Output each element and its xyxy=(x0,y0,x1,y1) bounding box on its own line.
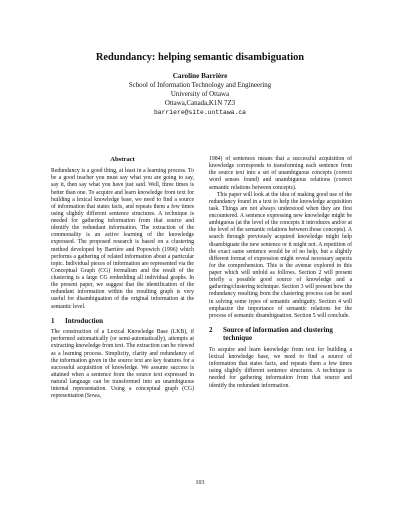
section-title: Source of information and clustering technique xyxy=(223,325,333,343)
author-address: Ottawa,Canada,K1N 7Z3 xyxy=(164,100,236,107)
intro-paragraph: The construction of a Lexical Knowledge Base (LKB), if performed automatically (or semi-automatically), attempts at extracting knowledge from text. The extraction can be viewed as a learning process. Simplicity, clarity and redundancy of the information given in the source text are key features for a successful acquisition of knowledge. We assume success is attained when a sentence from the source text expressed in natural language can be transformed into an unambiguous internal representation. Using a conceptual graph (CG) representation (Sowa, xyxy=(51,329,194,400)
author-affiliation: School of Information Technology and Engineering xyxy=(128,82,272,89)
intro-paragraph: This paper will look at the idea of making good use of the redundancy found in a text to help the knowledge acquisition task. Things are not always understood when they are first encountered. A sentence expressing new knowledge might be ambiguous (at the level of the concepts it introduces and/or at the level of the semantic relations between those concepts). A search through previously acquired knowledge might help disambiguate the new sentence or it might not. A repetition of the exact same sentence would be of no help, but a slightly different format of expression might reveal necessary aspects for the comprehension. This is the avenue explored in this paper which will unfold as follows. Section 2 will present briefly a possible good source of knowledge and a gathering/clustering technique. Section 3 will present how the redundancy resulting from the clustering process can be used in solving some types of semantic ambiguity. Section 4 will emphasize the importance of semantic relations for the process of semantic disambiguation. Section 5 will conclude. xyxy=(209,191,352,319)
author-university: University of Ottawa xyxy=(170,91,230,98)
left-column xyxy=(51,156,194,400)
section-number: 2 xyxy=(209,325,213,334)
author-email: barriere@site.uottawa.ca xyxy=(153,109,247,116)
author-name: Caroline Barrière xyxy=(172,72,228,80)
section-heading-introduction xyxy=(51,317,194,326)
intro-paragraph-continued: 1984) of sentences means that a successful acquisition of knowledge corresponds to transforming each sentence from the source text into a set of unambiguous concepts (correct word senses found) and unambiguous relations (correct semantic relations between concepts). xyxy=(209,156,352,191)
author-block xyxy=(0,72,400,117)
section-number: 1 xyxy=(51,316,55,325)
abstract-heading: Abstract xyxy=(110,156,135,163)
page-number: 103 xyxy=(195,480,205,486)
section-heading-source xyxy=(209,326,352,343)
paper-title: Redundancy: helping semantic disambiguation xyxy=(95,52,305,63)
right-column xyxy=(209,156,352,390)
section-title: Introduction xyxy=(65,316,103,325)
source-paragraph: To acquire and learn knowledge from text for building a lexical knowledge base, we need to find a source of information that states facts, and repeats them a few times using slightly different sentence structures. A technique is needed for gathering information from that source and identify the redundant information. xyxy=(209,346,352,389)
abstract-text: Redundancy is a good thing, at least in a learning process. To be a good teacher you must say what you are going to say, say it, then say what you have just said. Well, three times is better than one. To acquire and learn knowledge from text for building a lexical knowledge base, we need to find a source of information that states facts, and repeats them a few times using slightly different sentence structures. A technique is needed for gathering information from that source and identify the redundant information. The extraction of the commonality is an active learning of the knowledge expressed. The proposed research is based on a clustering method developed by Barrière and Popowich (1996) which performs a gathering of related information about a particular topic. Individual pieces of information are represented via the Conceptual Graph (CG) formalism and the result of the clustering is a large CG embedding all individual graphs. In the present paper, we suggest that the identification of the redundant information within the resulting graph is very useful for disambiguation of the original information at the semantic level. xyxy=(51,168,194,310)
